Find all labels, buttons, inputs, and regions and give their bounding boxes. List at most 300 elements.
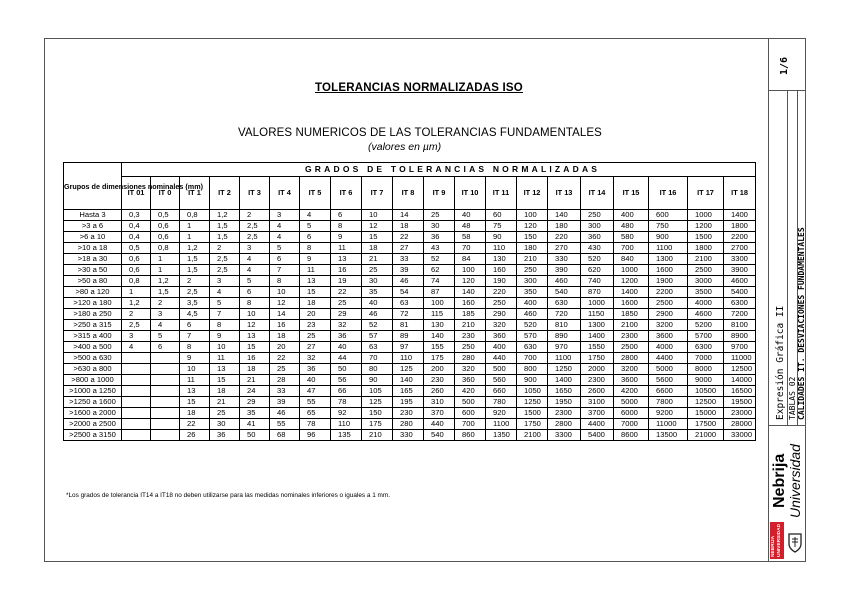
tolerance-value-cell: 1100 (649, 243, 688, 254)
tolerance-value-cell: 390 (548, 265, 581, 276)
grade-header-cell: IT 18 (724, 177, 756, 210)
tolerance-value-cell: 8 (240, 298, 270, 309)
tolerance-value-cell: 2700 (724, 243, 756, 254)
tolerance-value-cell: 29 (240, 397, 270, 408)
tolerance-value-cell (122, 408, 151, 419)
tolerance-value-cell: 12 (362, 221, 393, 232)
tolerance-value-cell: 23000 (724, 408, 756, 419)
table-row (64, 210, 756, 221)
tolerance-value-cell: 33000 (724, 430, 756, 441)
tolerance-value-cell: 1000 (581, 298, 614, 309)
brand-badge-line-2: UNIVERSIDAD (777, 523, 782, 557)
tolerance-value-cell: 1300 (581, 320, 614, 331)
tolerance-value-cell: 1,5 (180, 265, 210, 276)
tolerance-value-cell: 3900 (724, 265, 756, 276)
tolerance-value-cell: 6600 (649, 386, 688, 397)
tolerance-value-cell: 4 (300, 210, 331, 221)
tolerance-value-cell: 7 (270, 265, 300, 276)
tolerance-value-cell: 4400 (581, 419, 614, 430)
tolerance-value-cell: 40 (455, 210, 486, 221)
table-row (64, 232, 756, 243)
range-cell: >6 a 10 (64, 232, 122, 243)
tolerance-value-cell: 290 (486, 309, 517, 320)
range-cell: >800 a 1000 (64, 375, 122, 386)
table-row (64, 364, 756, 375)
brand-badge-line-1: NEBRIJA (771, 535, 776, 557)
tolerance-value-cell: 1000 (614, 265, 649, 276)
tolerance-value-cell: 3500 (688, 287, 724, 298)
tolerance-value-cell: 3000 (688, 276, 724, 287)
table-row (64, 265, 756, 276)
tolerance-value-cell: 1400 (581, 331, 614, 342)
tolerance-value-cell: 1,5 (151, 287, 180, 298)
tolerance-value-cell: 11000 (649, 419, 688, 430)
tolerance-value-cell: 6 (270, 254, 300, 265)
tolerance-value-cell: 2300 (548, 408, 581, 419)
tolerance-value-cell: 135 (331, 430, 362, 441)
tolerance-value-cell: 6300 (688, 342, 724, 353)
tolerance-value-cell (122, 386, 151, 397)
tolerance-value-cell: 46 (362, 309, 393, 320)
tolerance-value-cell: 30 (210, 419, 240, 430)
range-cell: Hasta 3 (64, 210, 122, 221)
tolerance-value-cell: 3,5 (180, 298, 210, 309)
tolerance-value-cell: 630 (517, 342, 548, 353)
grade-header-cell: IT 9 (424, 177, 455, 210)
table-subtitle: VALORES NUMERICOS DE LAS TOLERANCIAS FUNDAMENTALES (238, 127, 602, 139)
table-body (64, 210, 756, 441)
tolerance-value-cell: 30 (424, 221, 455, 232)
university-crest-icon (787, 532, 803, 554)
tolerance-value-cell: 3 (240, 243, 270, 254)
tolerance-value-cell (151, 397, 180, 408)
tolerance-value-cell: 140 (393, 375, 424, 386)
tolerance-value-cell: 870 (581, 287, 614, 298)
units-note: (valores en µm) (368, 141, 442, 153)
tolerance-value-cell: 78 (300, 419, 331, 430)
tolerance-value-cell: 1 (180, 232, 210, 243)
tolerance-value-cell: 96 (300, 430, 331, 441)
tolerance-value-cell: 100 (424, 298, 455, 309)
table-row (64, 309, 756, 320)
tolerance-value-cell: 87 (424, 287, 455, 298)
tolerance-value-cell: 21 (240, 375, 270, 386)
sheet-label: TABLAS 02 (788, 376, 797, 420)
tolerance-value-cell: 0,4 (122, 221, 151, 232)
tolerance-value-cell: 220 (548, 232, 581, 243)
tolerance-value-cell: 580 (614, 232, 649, 243)
tolerance-value-cell: 125 (362, 397, 393, 408)
tolerance-value-cell: 115 (424, 309, 455, 320)
tolerance-value-cell: 16 (270, 320, 300, 331)
tolerance-value-cell: 11 (331, 243, 362, 254)
tolerance-value-cell: 660 (486, 386, 517, 397)
tolerance-value-cell: 4 (151, 320, 180, 331)
tolerance-value-cell: 0,6 (151, 232, 180, 243)
tolerance-value-cell: 4600 (724, 276, 756, 287)
tolerance-value-cell: 600 (649, 210, 688, 221)
tolerance-value-cell: 19500 (724, 397, 756, 408)
range-cell: >180 a 250 (64, 309, 122, 320)
tolerance-value-cell: 25 (270, 364, 300, 375)
tolerance-value-cell: 360 (486, 331, 517, 342)
tolerance-value-cell: 2200 (724, 232, 756, 243)
tolerance-value-cell: 1900 (649, 276, 688, 287)
tolerance-value-cell: 1,2 (210, 210, 240, 221)
tolerance-value-cell: 25 (300, 331, 331, 342)
grade-header-cell: IT 6 (331, 177, 362, 210)
tolerance-value-cell: 1 (180, 221, 210, 232)
tolerance-value-cell: 8100 (724, 320, 756, 331)
tolerance-value-cell: 3300 (548, 430, 581, 441)
tolerance-value-cell: 9 (300, 254, 331, 265)
tolerance-value-cell: 10 (270, 287, 300, 298)
tolerance-value-cell (151, 364, 180, 375)
tolerance-value-cell: 3300 (724, 254, 756, 265)
tolerance-value-cell: 890 (548, 331, 581, 342)
tolerance-value-cell: 11 (210, 353, 240, 364)
tolerance-value-cell: 18 (393, 221, 424, 232)
grade-header-cell: IT 5 (300, 177, 331, 210)
tolerance-value-cell: 5000 (614, 397, 649, 408)
grade-header-cell: IT 14 (581, 177, 614, 210)
tolerance-value-cell: 1500 (688, 232, 724, 243)
tolerance-value-cell: 40 (362, 298, 393, 309)
tolerance-value-cell: 18 (180, 408, 210, 419)
tolerance-value-cell: 185 (455, 309, 486, 320)
tolerance-value-cell: 1850 (614, 309, 649, 320)
tolerance-value-cell: 1300 (649, 254, 688, 265)
tolerance-value-cell: 4 (270, 232, 300, 243)
tolerance-value-cell: 1100 (548, 353, 581, 364)
tolerance-value-cell: 21 (210, 397, 240, 408)
range-cell: >30 a 50 (64, 265, 122, 276)
tolerance-value-cell: 10 (180, 364, 210, 375)
tolerance-value-cell: 26 (180, 430, 210, 441)
tolerance-value-cell: 2600 (581, 386, 614, 397)
tolerance-value-cell: 270 (548, 243, 581, 254)
tolerance-value-cell: 41 (240, 419, 270, 430)
tolerance-value-cell: 2100 (517, 430, 548, 441)
tolerance-value-cell: 14 (393, 210, 424, 221)
tolerance-value-cell: 5700 (688, 331, 724, 342)
tolerance-value-cell: 2300 (581, 375, 614, 386)
tolerance-value-cell: 66 (331, 386, 362, 397)
tolerance-value-cell: 62 (424, 265, 455, 276)
tolerance-value-cell: 300 (517, 276, 548, 287)
tolerance-value-cell: 5 (300, 221, 331, 232)
grade-header-cell: IT 7 (362, 177, 393, 210)
tolerance-value-cell: 30 (362, 276, 393, 287)
tolerance-value-cell: 1,5 (210, 232, 240, 243)
tolerance-value-cell: 9200 (649, 408, 688, 419)
tolerance-value-cell: 2,5 (210, 254, 240, 265)
tolerance-value-cell: 52 (362, 320, 393, 331)
tolerance-value-cell: 250 (581, 210, 614, 221)
table-row (64, 254, 756, 265)
tolerance-value-cell: 440 (424, 419, 455, 430)
tolerance-value-cell: 12500 (724, 364, 756, 375)
tolerance-value-cell: 55 (300, 397, 331, 408)
tolerance-value-cell: 7 (210, 309, 240, 320)
tolerance-value-cell: 180 (548, 221, 581, 232)
tolerance-value-cell: 2,5 (122, 320, 151, 331)
tolerance-value-cell: 4,5 (180, 309, 210, 320)
tolerance-value-cell: 12 (240, 320, 270, 331)
tolerance-value-cell: 175 (362, 419, 393, 430)
tolerance-value-cell: 0,5 (122, 243, 151, 254)
tolerance-value-cell: 16 (331, 265, 362, 276)
tolerance-value-cell: 4200 (614, 386, 649, 397)
tolerance-value-cell: 1400 (724, 210, 756, 221)
tolerance-value-cell: 210 (517, 254, 548, 265)
tolerance-value-cell: 0,8 (151, 243, 180, 254)
tolerance-value-cell: 480 (614, 221, 649, 232)
tolerance-value-cell: 230 (455, 331, 486, 342)
table-row (64, 298, 756, 309)
tolerance-value-cell: 260 (424, 386, 455, 397)
tolerance-value-cell (151, 430, 180, 441)
tolerance-value-cell: 2100 (614, 320, 649, 331)
tolerance-value-cell: 320 (455, 364, 486, 375)
tolerance-value-cell: 2000 (581, 364, 614, 375)
tolerance-value-cell: 92 (331, 408, 362, 419)
tolerance-value-cell: 540 (424, 430, 455, 441)
tolerance-value-cell: 16500 (724, 386, 756, 397)
tolerance-value-cell: 9 (180, 353, 210, 364)
range-cell: >400 a 500 (64, 342, 122, 353)
tolerance-value-cell: 0,6 (151, 221, 180, 232)
tolerance-value-cell: 13 (331, 254, 362, 265)
tolerance-value-cell: 460 (517, 309, 548, 320)
tolerance-value-cell: 5 (210, 298, 240, 309)
tolerance-value-cell: 100 (455, 265, 486, 276)
tolerance-value-cell (151, 386, 180, 397)
grade-header-cell: IT 17 (688, 177, 724, 210)
tolerance-value-cell: 56 (331, 375, 362, 386)
tolerance-value-cell: 1 (151, 254, 180, 265)
tolerance-value-cell: 39 (270, 397, 300, 408)
range-cell: >500 a 630 (64, 353, 122, 364)
tolerance-value-cell: 10 (362, 210, 393, 221)
tolerance-value-cell: 1 (151, 265, 180, 276)
tolerance-value-cell: 4400 (649, 353, 688, 364)
tolerance-value-cell: 1400 (614, 287, 649, 298)
table-row (64, 386, 756, 397)
tolerance-value-cell: 280 (455, 353, 486, 364)
grade-header-cell: IT 2 (210, 177, 240, 210)
tolerance-value-cell: 7000 (614, 419, 649, 430)
tolerance-value-cell: 46 (393, 276, 424, 287)
tolerance-value-cell: 1250 (517, 397, 548, 408)
tolerance-value-cell: 160 (486, 265, 517, 276)
tolerance-value-cell: 55 (270, 419, 300, 430)
grade-header-cell: IT 15 (614, 177, 649, 210)
tolerance-value-cell: 2 (122, 309, 151, 320)
tolerance-value-cell: 22 (331, 287, 362, 298)
tolerance-value-cell: 8600 (614, 430, 649, 441)
tolerance-value-cell: 200 (424, 364, 455, 375)
tolerance-value-cell: 15 (180, 397, 210, 408)
tolerance-value-cell: 11000 (724, 353, 756, 364)
tolerance-value-cell: 3700 (581, 408, 614, 419)
tolerance-value-cell: 210 (362, 430, 393, 441)
tolerance-value-cell: 1200 (614, 276, 649, 287)
tolerance-value-cell: 18 (240, 364, 270, 375)
tolerance-value-cell: 13 (300, 276, 331, 287)
sidebar-divider-bottom (768, 425, 806, 426)
tolerance-value-cell: 1,2 (122, 298, 151, 309)
tolerance-value-cell: 460 (548, 276, 581, 287)
tolerance-value-cell: 1 (122, 287, 151, 298)
tolerance-value-cell: 36 (331, 331, 362, 342)
table-row (64, 375, 756, 386)
tolerance-value-cell: 920 (486, 408, 517, 419)
tolerance-value-cell: 10500 (688, 386, 724, 397)
tolerance-value-cell: 10 (210, 342, 240, 353)
tolerance-value-cell: 7000 (688, 353, 724, 364)
tolerance-value-cell: 40 (331, 342, 362, 353)
tolerance-value-cell: 3600 (649, 331, 688, 342)
tolerance-value-cell: 195 (393, 397, 424, 408)
tolerance-value-cell: 370 (424, 408, 455, 419)
tolerance-value-cell: 440 (486, 353, 517, 364)
tolerance-value-cell: 250 (517, 265, 548, 276)
tolerance-value-cell: 22 (180, 419, 210, 430)
page-number: 1/6 (779, 56, 790, 75)
footnote: *Los grados de tolerancia IT14 a IT18 no deben utilizarse para las medidas nominales inferiores o iguales a 1 mm. (66, 492, 390, 499)
tolerance-value-cell: 300 (581, 221, 614, 232)
range-cell: >630 a 800 (64, 364, 122, 375)
tolerance-value-cell: 29 (331, 309, 362, 320)
tolerance-value-cell: 9 (331, 232, 362, 243)
tolerance-value-cell: 33 (393, 254, 424, 265)
tolerance-value-cell: 68 (270, 430, 300, 441)
tolerance-value-cell: 35 (362, 287, 393, 298)
tolerance-value-cell: 230 (393, 408, 424, 419)
tolerance-value-cell: 18 (300, 298, 331, 309)
grade-header-cell: IT 0 (151, 177, 180, 210)
tolerance-value-cell: 14 (270, 309, 300, 320)
tolerance-value-cell: 27 (393, 243, 424, 254)
tolerance-value-cell: 89 (393, 331, 424, 342)
sidebar-column-divider (787, 90, 788, 425)
tolerance-value-cell: 24 (240, 386, 270, 397)
tolerance-value-cell: 50 (240, 430, 270, 441)
table-row (64, 419, 756, 430)
tolerance-value-cell: 4 (240, 254, 270, 265)
tolerance-value-cell: 13 (240, 331, 270, 342)
tolerance-value-cell: 2500 (649, 298, 688, 309)
tolerance-value-cell: 21 (362, 254, 393, 265)
tolerance-value-cell: 2800 (614, 353, 649, 364)
tolerance-value-cell (122, 419, 151, 430)
tolerance-value-cell: 3200 (649, 320, 688, 331)
tolerance-value-cell: 500 (455, 397, 486, 408)
tolerance-value-cell: 3200 (614, 364, 649, 375)
tolerance-value-cell: 13 (210, 364, 240, 375)
tolerance-value-cell: 1600 (614, 298, 649, 309)
tolerance-value-cell: 9700 (724, 342, 756, 353)
tolerance-value-cell: 7200 (724, 309, 756, 320)
tolerance-value-cell: 360 (455, 375, 486, 386)
tolerance-value-cell: 3 (122, 331, 151, 342)
sheet-title: CALIDADES IT. DESVIACIONES FUNDAMENTALES (797, 227, 806, 420)
tolerance-value-cell: 800 (517, 364, 548, 375)
tolerance-value-cell: 54 (393, 287, 424, 298)
group-header: Grupos de dimensiones nominales (mm) (64, 163, 122, 210)
tolerance-value-cell: 620 (581, 265, 614, 276)
tolerance-value-cell: 15 (210, 375, 240, 386)
tolerance-value-cell: 6 (180, 320, 210, 331)
tolerance-value-cell: 720 (548, 309, 581, 320)
tolerance-value-cell: 97 (393, 342, 424, 353)
tolerance-value-cell: 6300 (724, 298, 756, 309)
tolerance-value-cell: 130 (424, 320, 455, 331)
tolerance-value-cell: 6000 (614, 408, 649, 419)
tolerance-value-cell: 1050 (517, 386, 548, 397)
tolerance-value-cell: 2 (151, 298, 180, 309)
tolerance-value-cell: 165 (393, 386, 424, 397)
tolerance-value-cell: 8 (270, 276, 300, 287)
tolerance-value-cell: 780 (486, 397, 517, 408)
tolerance-value-cell: 25 (424, 210, 455, 221)
tolerance-value-cell: 17500 (688, 419, 724, 430)
tolerance-value-cell (122, 375, 151, 386)
tolerance-value-cell: 970 (548, 342, 581, 353)
grade-header-cell: IT 13 (548, 177, 581, 210)
tolerance-value-cell: 5200 (688, 320, 724, 331)
tolerance-value-cell: 750 (649, 221, 688, 232)
tolerance-value-cell: 50 (331, 364, 362, 375)
tolerance-value-cell: 4 (210, 287, 240, 298)
tolerance-value-cell: 75 (486, 221, 517, 232)
tolerance-value-cell (151, 419, 180, 430)
tolerance-value-cell: 1100 (486, 419, 517, 430)
tolerance-value-cell: 105 (362, 386, 393, 397)
tolerance-value-cell: 46 (270, 408, 300, 419)
tolerance-value-cell: 540 (548, 287, 581, 298)
tolerance-value-cell: 6 (300, 232, 331, 243)
tolerance-value-cell: 35 (240, 408, 270, 419)
tolerance-value-cell: 81 (393, 320, 424, 331)
tolerance-value-cell: 20 (270, 342, 300, 353)
tolerance-value-cell: 52 (424, 254, 455, 265)
tolerance-table (63, 162, 756, 441)
tolerance-value-cell: 90 (486, 232, 517, 243)
tolerance-value-cell: 6 (331, 210, 362, 221)
tolerance-value-cell: 110 (486, 243, 517, 254)
tolerance-value-cell: 350 (517, 287, 548, 298)
tolerance-value-cell: 25 (210, 408, 240, 419)
table-row (64, 397, 756, 408)
tolerance-value-cell: 21000 (688, 430, 724, 441)
tolerance-value-cell: 3 (270, 210, 300, 221)
brand-badge-text (771, 524, 783, 557)
tolerance-value-cell: 57 (362, 331, 393, 342)
tolerance-value-cell (151, 408, 180, 419)
tolerance-value-cell: 2200 (649, 287, 688, 298)
tolerance-value-cell: 8 (331, 221, 362, 232)
tolerance-value-cell: 520 (517, 320, 548, 331)
tolerance-value-cell: 2800 (548, 419, 581, 430)
tolerance-value-cell: 0,5 (151, 210, 180, 221)
range-cell: >10 a 18 (64, 243, 122, 254)
tolerance-value-cell: 1400 (548, 375, 581, 386)
table-row (64, 276, 756, 287)
tolerance-value-cell: 360 (581, 232, 614, 243)
tolerance-value-cell (122, 353, 151, 364)
